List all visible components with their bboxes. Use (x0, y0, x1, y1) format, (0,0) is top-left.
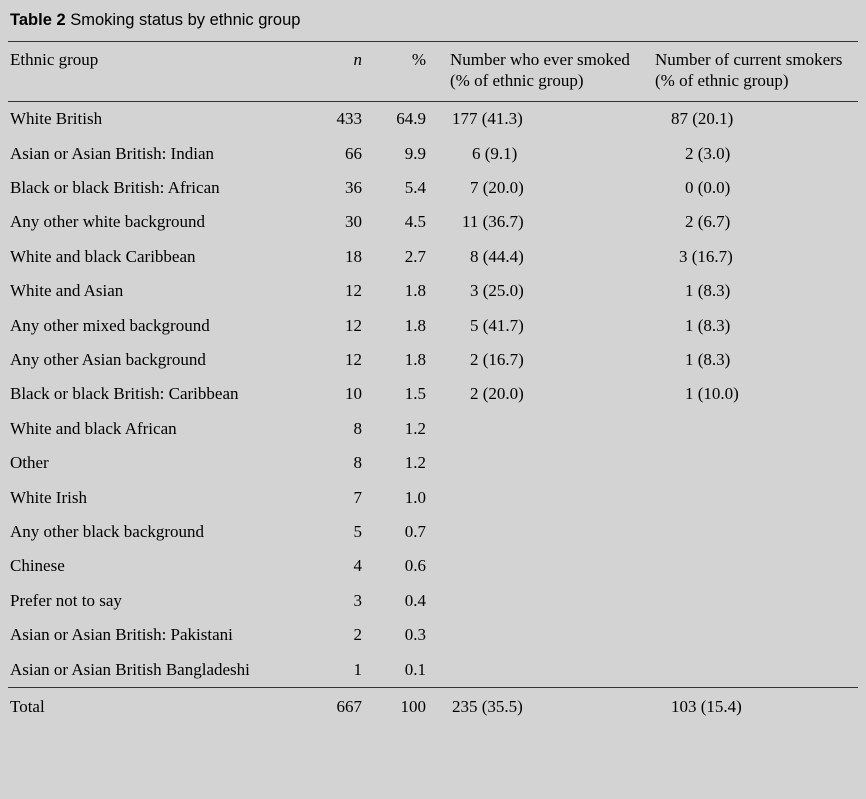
cell-current-smokers-value: 3 (16.7) (679, 246, 733, 266)
cell-percent: 1.8 (404, 315, 426, 335)
cell-current-smokers (653, 549, 858, 583)
cell-ever-smoked-value: 5 (41.7) (470, 315, 524, 335)
cell-percent: 0.6 (404, 556, 426, 576)
cell-ever-smoked (448, 481, 653, 515)
cell-ever-smoked (448, 653, 653, 688)
table-row (8, 412, 858, 446)
cell-current-smokers (653, 584, 858, 618)
cell-ever-smoked (448, 412, 653, 446)
cell-current-smokers (653, 446, 858, 480)
cell-ever-smoked (448, 584, 653, 618)
cell-current-smokers (653, 309, 858, 343)
cell-current-smokers-value: 1 (8.3) (685, 315, 731, 335)
table-row (8, 343, 858, 377)
cell-n: 5 (353, 521, 362, 541)
cell-n: 10 (345, 384, 362, 404)
cell-ever-smoked (448, 137, 653, 171)
cell-total-ever-smoked-value: 235 (35.5) (452, 696, 523, 716)
cell-n: 66 (345, 143, 362, 163)
table-caption-text: Smoking status by ethnic group (70, 11, 301, 29)
cell-current-smokers (653, 412, 858, 446)
cell-percent: 1.2 (404, 453, 426, 473)
cell-ethnic-group: Any other mixed background (10, 315, 210, 335)
cell-ethnic-group: White Irish (10, 487, 87, 507)
cell-n: 3 (353, 590, 362, 610)
table-row (8, 481, 858, 515)
table-header-row (8, 41, 858, 101)
cell-ever-smoked-value: 11 (36.7) (462, 212, 524, 232)
cell-percent: 0.4 (404, 590, 426, 610)
table-row (8, 515, 858, 549)
cell-ethnic-group: Asian or Asian British: Pakistani (10, 625, 233, 645)
table-row (8, 240, 858, 274)
cell-ethnic-group: Any other Asian background (10, 350, 206, 369)
table-row (8, 549, 858, 583)
cell-ever-smoked (448, 102, 653, 137)
table-row (8, 653, 858, 688)
table-body (8, 102, 858, 727)
cell-current-smokers (653, 343, 858, 377)
column-header-current-smokers: Number of current smokers (% of ethnic group) (653, 41, 858, 101)
cell-ethnic-group: Black or black British: African (10, 178, 220, 198)
cell-current-smokers (653, 377, 858, 411)
cell-ever-smoked (448, 446, 653, 480)
table-caption-label: Table 2 (10, 11, 66, 29)
cell-total-label: Total (8, 687, 308, 726)
table-header (8, 41, 858, 101)
column-header-n-text: n (353, 49, 362, 69)
cell-current-smokers-value: 1 (10.0) (685, 384, 739, 404)
cell-n: 4 (353, 556, 362, 576)
cell-current-smokers (653, 240, 858, 274)
cell-percent: 1.2 (404, 418, 426, 438)
cell-n: 12 (345, 281, 362, 301)
cell-ever-smoked-value: 2 (16.7) (470, 350, 524, 369)
cell-ever-smoked (448, 343, 653, 377)
cell-ethnic-group: Prefer not to say (10, 590, 122, 610)
cell-n: 18 (345, 246, 362, 266)
cell-current-smokers (653, 653, 858, 688)
cell-n: 12 (345, 350, 362, 369)
cell-current-smokers-value: 2 (6.7) (685, 212, 731, 232)
cell-ethnic-group: Other (10, 453, 49, 473)
table-row (8, 137, 858, 171)
cell-ever-smoked-value: 177 (41.3) (452, 109, 523, 129)
cell-total-current-smokers (653, 687, 858, 726)
cell-ethnic-group: Any other black background (10, 521, 205, 541)
table-row (8, 309, 858, 343)
cell-current-smokers (653, 481, 858, 515)
cell-total-n: 667 (308, 687, 376, 726)
cell-ever-smoked (448, 377, 653, 411)
table-total-row (8, 687, 858, 726)
column-header-ethnic-group: Ethnic group (8, 41, 308, 101)
cell-n: 2 (353, 625, 362, 645)
cell-percent: 0.7 (404, 521, 426, 541)
cell-current-smokers-value: 2 (3.0) (685, 143, 731, 163)
cell-percent: 0.3 (404, 625, 426, 645)
table-row (8, 584, 858, 618)
table-row (8, 171, 858, 205)
cell-ethnic-group: Any other white background (10, 212, 205, 232)
cell-total-percent: 100 (376, 687, 448, 726)
cell-current-smokers-value: 1 (8.3) (685, 350, 731, 369)
cell-percent: 9.9 (404, 143, 426, 163)
column-header-ever-smoked: Number who ever smoked (% of ethnic group) (448, 41, 653, 101)
cell-n: 30 (345, 212, 362, 232)
cell-n: 36 (345, 178, 362, 198)
cell-ever-smoked (448, 515, 653, 549)
cell-total-current-smokers-value: 103 (15.4) (671, 696, 742, 716)
cell-ethnic-group: Chinese (10, 556, 65, 576)
cell-current-smokers (653, 102, 858, 137)
cell-ethnic-group: White British (8, 102, 308, 137)
cell-total-ever-smoked (448, 687, 653, 726)
cell-ever-smoked (448, 309, 653, 343)
cell-current-smokers (653, 274, 858, 308)
cell-current-smokers (653, 137, 858, 171)
cell-current-smokers-value: 1 (8.3) (685, 281, 731, 301)
table-row (8, 102, 858, 137)
cell-percent: 1.5 (404, 384, 426, 404)
cell-percent: 2.7 (404, 246, 426, 266)
cell-n: 7 (353, 487, 362, 507)
cell-ever-smoked-value: 8 (44.4) (470, 246, 524, 266)
cell-current-smokers (653, 618, 858, 652)
cell-ethnic-group: White and black Caribbean (10, 246, 196, 266)
cell-ever-smoked-value: 2 (20.0) (470, 384, 524, 404)
cell-n: 12 (345, 315, 362, 335)
cell-current-smokers-value: 0 (0.0) (685, 178, 731, 198)
cell-ever-smoked (448, 240, 653, 274)
cell-ever-smoked (448, 205, 653, 239)
cell-percent: 64.9 (376, 102, 448, 137)
column-header-n (308, 41, 376, 101)
cell-percent: 0.1 (404, 659, 426, 679)
table-row (8, 274, 858, 308)
table-row (8, 446, 858, 480)
cell-n: 1 (353, 659, 362, 679)
cell-current-smokers-value: 87 (20.1) (671, 109, 734, 129)
cell-ethnic-group: Black or black British: Caribbean (10, 384, 239, 404)
cell-ever-smoked-value: 7 (20.0) (470, 178, 524, 198)
cell-percent: 4.5 (404, 212, 426, 232)
cell-percent: 1.8 (404, 281, 426, 301)
cell-ever-smoked (448, 171, 653, 205)
cell-ever-smoked-value: 3 (25.0) (470, 281, 524, 301)
smoking-status-table (8, 41, 858, 727)
table-row (8, 377, 858, 411)
cell-n: 8 (353, 418, 362, 438)
column-header-percent: % (376, 41, 448, 101)
cell-current-smokers (653, 515, 858, 549)
cell-percent: 1.8 (404, 350, 426, 369)
cell-percent: 1.0 (404, 487, 426, 507)
cell-ethnic-group: Asian or Asian British Bangladeshi (10, 659, 250, 679)
cell-ever-smoked (448, 618, 653, 652)
cell-percent: 5.4 (404, 178, 426, 198)
cell-n: 433 (308, 102, 376, 137)
cell-ever-smoked (448, 549, 653, 583)
cell-ethnic-group: White and black African (10, 418, 177, 438)
cell-ever-smoked (448, 274, 653, 308)
cell-ever-smoked-value: 6 (9.1) (472, 143, 518, 163)
table-caption (8, 0, 858, 41)
table-row (8, 618, 858, 652)
cell-n: 8 (353, 453, 362, 473)
cell-current-smokers (653, 205, 858, 239)
cell-ethnic-group: White and Asian (10, 281, 124, 301)
cell-ethnic-group: Asian or Asian British: Indian (10, 143, 214, 163)
cell-current-smokers (653, 171, 858, 205)
table-row (8, 205, 858, 239)
